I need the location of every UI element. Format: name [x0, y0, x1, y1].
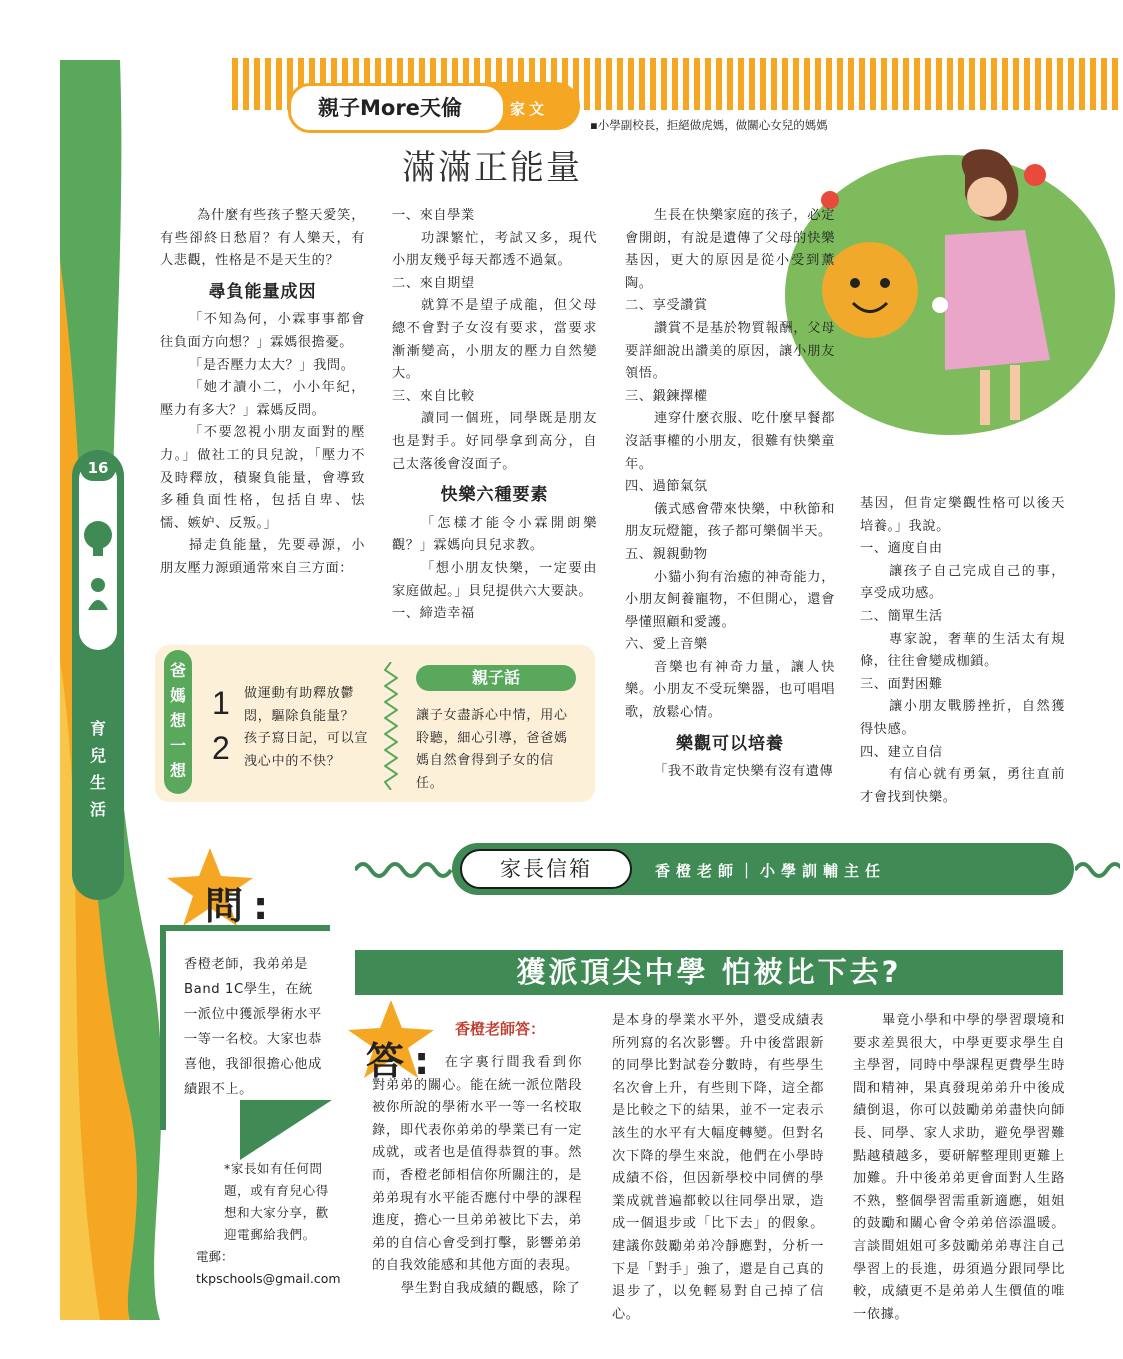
think-box-tab	[164, 650, 192, 794]
paragraph: 讀同一個班，同學既是朋友也是對手。好同學拿到高分，自己太落後會沒面子。	[392, 411, 597, 472]
speech-tail	[240, 1100, 332, 1160]
list-label: 四、建立自信	[860, 744, 943, 760]
article-headline: 滿滿正能量	[402, 148, 582, 188]
paragraph: 生長在快樂家庭的孩子，必定會開朗，有說是遺傳了父母的快樂基因，更大的原因是從小受到薰陶。	[625, 208, 835, 291]
question-number: 2	[212, 730, 230, 766]
list-label: 五、親親動物	[625, 546, 708, 562]
paragraph: 在字裏行間我看到你對弟弟的關心。能在統一派位階段被你所說的學術水平一等一名校取錄，即代表你弟弟的學業已有一定成就，或者也是值得恭賀的事。然而，香橙老師相信你所關注的，是弟弟現有水平能否應付中學的課程進度，擔心一旦弟弟被比下去，弟弟的自信心會受到打擊，影響弟弟的自我效能感和其他方面的表現。	[372, 1055, 582, 1274]
paragraph: 學生對自我成績的觀感，除了	[401, 1280, 581, 1296]
subheading: 尋負能量成因	[208, 281, 317, 302]
wavy-line-left	[355, 855, 455, 885]
parent-talk-title: 親子話	[416, 665, 576, 691]
paragraph: 小貓小狗有治癒的神奇能力，小朋友飼養寵物，不但開心，還會學懂照顧和愛護。	[625, 569, 835, 630]
tab-char: 想	[169, 711, 186, 730]
tab-char: 一	[169, 736, 186, 755]
list-label: 二、來自期望	[392, 275, 475, 291]
paragraph: 有信心就有勇氣，勇往直前才會找到快樂。	[860, 767, 1065, 805]
email-label: 電郵：	[196, 1249, 234, 1264]
question-2: 孩子寫日記，可以宣洩心中的不快？	[244, 731, 369, 769]
article-column-1	[160, 205, 365, 581]
question-text: 香橙老師，我弟弟是Band 1C學生，在統一派位中獲派學術水平一等一名校。大家也恭喜他，我卻很擔心他成績跟不上。	[184, 957, 322, 1097]
email-address[interactable]: tkpschools@gmail.com	[196, 1271, 341, 1286]
paragraph: 「我不敢肯定快樂有沒有遺傳	[654, 764, 834, 780]
mailbox-title: 家長信箱	[460, 849, 632, 889]
paragraph: 「怎樣才能令小霖開朗樂觀？」霖媽向貝兒求教。	[392, 515, 597, 554]
paragraph: 基因，但肯定樂觀性格可以後天培養。」我說。	[860, 496, 1065, 534]
author-name: 家文	[510, 100, 549, 118]
paragraph: 掃走負能量，先要尋源，小朋友壓力源頭通常來自三方面：	[160, 538, 365, 576]
paragraph: 讓小朋友戰勝挫折，自然獲得快感。	[860, 699, 1065, 737]
tab-char: 想	[169, 761, 186, 780]
subheading: 快樂六種要素	[440, 485, 549, 506]
mailbox-headline: 獲派頂尖中學 怕被比下去?	[355, 950, 1063, 995]
contact-note: *家長如有任何問題，或有育兒心得想和大家分享，歡迎電郵給我們。	[224, 1161, 329, 1242]
list-label: 二、簡單生活	[860, 608, 943, 624]
answer-label: 答 :	[366, 1039, 430, 1083]
question-1: 做運動有助釋放鬱悶，驅除負能量？	[244, 686, 355, 724]
section-label-char: 兒	[89, 746, 106, 765]
question-label: 問 :	[205, 884, 269, 928]
mailbox-byline: 香橙老師｜小學訓輔主任	[655, 862, 887, 880]
wavy-line-right	[1075, 855, 1120, 885]
section-label-char: 生	[89, 773, 106, 792]
tab-char: 媽	[169, 686, 186, 705]
answer-column-3	[853, 1010, 1065, 1326]
list-label: 三、鍛鍊擇權	[625, 388, 708, 404]
subheading: 樂觀可以培養	[676, 733, 784, 754]
paragraph: 音樂也有神奇力量，讓人快樂。小朋友不受玩樂器，也可唱唱歌，放鬆心情。	[625, 659, 835, 721]
list-label: 一、締造幸福	[392, 606, 475, 622]
article-column-4	[860, 493, 1065, 809]
question-number: 1	[212, 685, 230, 721]
section-label-char: 育	[89, 719, 106, 738]
article-column-3	[625, 205, 835, 784]
paragraph: 是本身的學業水平外，還受成績表所列寫的名次影響。升中後當跟新的同學比對試卷分數時，有些學生名次會上升，有些則下降，這全都是比較之下的結果，並不一定表示該生的水平有大幅度轉變。但對名次下降的學生來說，他們在小學時成績不俗，但因新學校中同儕的學業成就普遍都較以往同學出眾，造成一個退步或「比下去」的假象。建議你鼓勵弟弟冷靜應對，分析一下是「對手」強了，還是自己真的退步了，以免輕易對自己掉了信心。	[612, 1013, 824, 1322]
paragraph: 「不要忽視小朋友面對的壓力。」做社工的貝兒說，「壓力不及時釋放，積聚負能量，會導致多種負面性格，包括自卑、怯懦、嫉妒、反叛。」	[160, 425, 365, 531]
list-label: 四、過節氣氛	[625, 479, 708, 495]
paragraph: 「想小朋友快樂，一定要由家庭做起。」貝兒提供六大要訣。	[392, 560, 597, 599]
answer-label-text: 答	[366, 1039, 405, 1083]
answer-column-2	[612, 1010, 824, 1326]
paragraph: 畢竟小學和中學的學習環境和要求差異很大，中學更要求學生自主學習，同時中學課程更費學生時間和精神，果真發現弟弟升中後成績倒退，你可以鼓勵弟弟盡快向師長、同學、家人求助，避免學習難點越積越多，要研解整理則更難上加難。升中後弟弟更會面對人生路不熟，整個學習需重新適應，姐姐的鼓勵和關心會令弟弟倍添溫暖。言談間姐姐可多鼓勵弟弟專注自己學習上的長進，毋須過分跟同學比較，成績更不是弟弟人生價值的唯一依據。	[853, 1013, 1065, 1322]
answer-author: 香橙老師答：	[455, 1020, 546, 1038]
list-label: 一、適度自由	[860, 541, 943, 557]
article-intro: 為什麼有些孩子整天愛笑，有些卻終日愁眉？有人樂天，有人悲觀，性格是不是天生的？	[160, 208, 365, 269]
paragraph: 「是否壓力太大？」我問。	[189, 357, 355, 373]
list-label: 一、來自學業	[392, 208, 475, 223]
paragraph: 讚賞不是基於物質報酬，父母要詳細說出讚美的原因，讓小朋友領悟。	[625, 320, 835, 382]
list-label: 三、面對困難	[860, 676, 943, 692]
lightbulb-icon	[82, 490, 114, 620]
paragraph: 就算不是望子成龍，但父母總不會對子女沒有要求，當要求漸漸變高，小朋友的壓力自然變大。	[392, 298, 597, 382]
page-number: 16	[80, 455, 116, 481]
paragraph: 儀式感會帶來快樂，中秋節和朋友玩燈籠，孩子都可樂個半天。	[625, 501, 835, 540]
paragraph: 功課繁忙，考試又多，現代小朋友幾乎每天都透不過氣。	[392, 230, 597, 269]
paragraph: 「不知為何，小霖事事都會往負面方向想？」霖媽很擔憂。	[160, 312, 365, 350]
list-label: 二、享受讚賞	[625, 298, 708, 314]
tab-char: 爸	[169, 661, 186, 680]
article-column-2	[392, 205, 597, 626]
section-label-char: 活	[89, 800, 106, 819]
list-label: 三、來自比較	[392, 388, 475, 404]
answer-column-1	[372, 1052, 582, 1301]
paragraph: 專家說，奢華的生活太有規條，往往會變成枷鎖。	[860, 631, 1065, 670]
list-label: 六、愛上音樂	[625, 637, 708, 653]
paragraph: 「她才讀小二，小小年紀，壓力有多大？」霖媽反問。	[160, 380, 365, 418]
question-label-text: 問	[205, 884, 244, 928]
section-label	[84, 715, 112, 823]
photo-caption: ▪小學副校長，拒絕做虎媽，做關心女兒的媽媽	[590, 118, 828, 132]
email-block	[196, 1246, 341, 1290]
wavy-divider	[384, 662, 398, 790]
parent-talk-text: 讓子女盡訴心中情，用心聆聽，細心引導，爸爸媽媽自然會得到子女的信任。	[416, 708, 568, 791]
column-title: 親子More天倫	[318, 96, 462, 120]
paragraph: 連穿什麼衣服、吃什麼早餐都沒話事權的小朋友，很難有快樂童年。	[625, 411, 835, 472]
paragraph: 讓孩子自己完成自己的事，享受成功感。	[860, 563, 1065, 602]
